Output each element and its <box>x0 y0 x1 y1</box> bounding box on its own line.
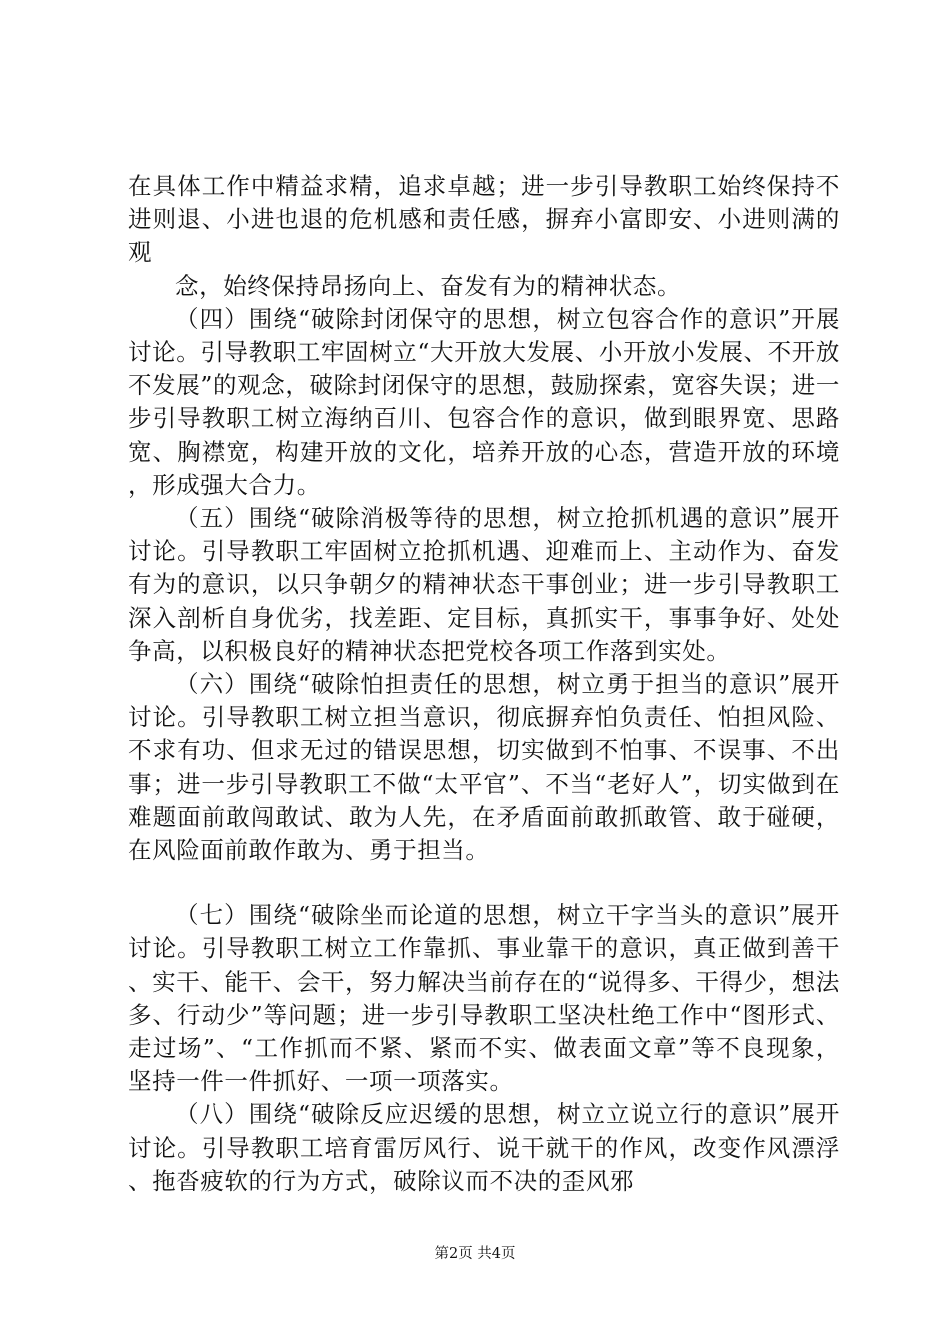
paragraph-continuation-end: 念，始终保持昂扬向上、奋发有为的精神状态。 <box>175 271 682 300</box>
paragraph-continuation: 在具体工作中精益求精，追求卓越；进一步引导教职工始终保持不进则退、小进也退的危机感和责任感，摒弃小富即安、小进则满的观 <box>128 172 840 267</box>
paragraph-section-8: （八）围绕“破除反应迟缓的思想，树立立说立行的意识”展开讨论。引导教职工培育雷厉风行、说干就干的作风，改变作风漂浮、拖沓疲软的行为方式，破除议而不决的歪风邪 <box>128 1100 840 1195</box>
paragraph-section-5: （五）围绕“破除消极等待的思想，树立抢抓机遇的意识”展开讨论。引导教职工牢固树立抢抓机遇、迎难而上、主动作为、奋发有为的意识，以只争朝夕的精神状态干事创业；进一步引导教职工深入剖析自身优劣，找差距、定目标，真抓实干，事事争好、处处争高，以积极良好的精神状态把党校各项工作落到实处。 <box>128 504 840 665</box>
paragraph-section-6: （六）围绕“破除怕担责任的思想，树立勇于担当的意识”展开讨论。引导教职工树立担当意识，彻底摒弃怕负责任、怕担风险、不求有功、但求无过的错误思想，切实做到不怕事、不误事、不出事；进一步引导教职工不做“太平官”、不当“老好人”，切实做到在难题面前敢闯敢试、敢为人先，在矛盾面前敢抓敢管、敢于碰硬，在风险面前敢作敢为、勇于担当。 <box>128 670 840 865</box>
paragraph-section-4: （四）围绕“破除封闭保守的思想，树立包容合作的意识”开展讨论。引导教职工牢固树立“大开放大发展、小开放小发展、不开放不发展”的观念，破除封闭保守的思想，鼓励探索，宽容失误；进一步引导教职工树立海纳百川、包容合作的意识，做到眼界宽、思路宽、胸襟宽，构建开放的文化，培养开放的心态，营造开放的环境，形成强大合力。 <box>128 304 840 499</box>
document-body <box>128 170 840 1198</box>
page-number-footer: 第2页 共4页 <box>434 1246 516 1262</box>
paragraph-section-7: （七）围绕“破除坐而论道的思想，树立干字当头的意识”展开讨论。引导教职工树立工作靠抓、事业靠干的意识，真正做到善干、实干、能干、会干，努力解决当前存在的“说得多、干得少，想法多、行动少”等问题；进一步引导教职工坚决杜绝工作中“图形式、走过场”、“工作抓而不紧、紧而不实、做表面文章”等不良现象，坚持一件一件抓好、一项一项落实。 <box>128 901 840 1096</box>
